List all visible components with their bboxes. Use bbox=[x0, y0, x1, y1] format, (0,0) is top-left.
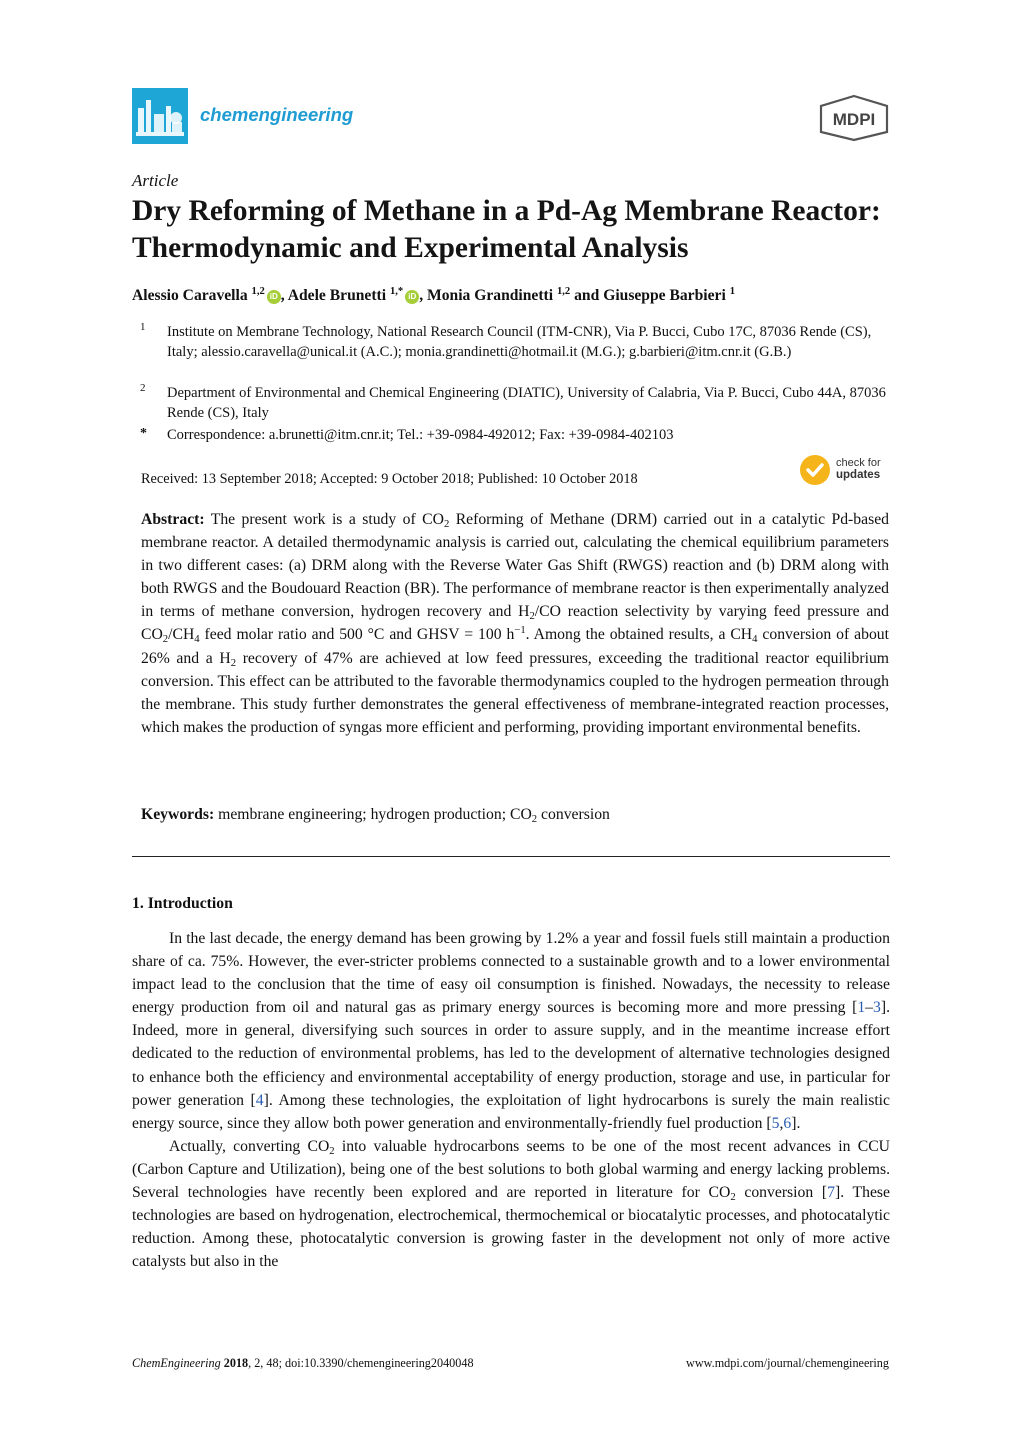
keywords-label: Keywords: bbox=[141, 806, 215, 823]
paragraph bbox=[132, 1135, 890, 1274]
abstract bbox=[141, 508, 889, 739]
citation-link[interactable]: 5 bbox=[771, 1114, 780, 1132]
text-run: ]. Indeed, more in general, diversifying such sources in order to assure supply, and in the meantime increase effort dedicated to the reduction of environmental problems, has led to the development of alternative technologies designed to enhance both the efficiency and environmental acceptability of energy production, storage and use, in particular for power generation [ bbox=[132, 999, 890, 1109]
abstract-label: Abstract: bbox=[141, 511, 205, 528]
footer-journal-url[interactable]: www.mdpi.com/journal/chemengineering bbox=[686, 1356, 889, 1370]
text-run: , bbox=[779, 1114, 784, 1132]
text-run: In the last decade, the energy demand has been growing by 1.2% a year and fossil fuels still maintain a production share of ca. 75%. However, the ever-stricter problems connected to a sustainable growth and to a lower environmental impact lead to the conclusion that the time of easy oil consumption is finished. Nowadays, the necessity to release energy production from oil and natural gas as primary energy sources is becoming more and more pressing [ bbox=[132, 930, 890, 1017]
introduction-body bbox=[132, 927, 890, 1273]
text-run: conversion bbox=[537, 806, 610, 823]
text-run: /CO reaction selectivity by varying feed pressure and CO bbox=[141, 603, 889, 644]
affiliation-2: Department of Environmental and Chemical Engineering (DIATIC), University of Calabria, Via P. Bucci, Cubo 44A, 87036 Rende (CS), Italy bbox=[167, 385, 886, 422]
publisher-logo bbox=[817, 94, 891, 142]
text-run: 4 bbox=[752, 633, 758, 646]
orcid-icon[interactable]: iD bbox=[405, 290, 419, 304]
text-run: Actually, converting CO bbox=[169, 1137, 330, 1155]
section-heading: 1. Introduction bbox=[132, 895, 233, 912]
text-run: Reforming of Methane (DRM) carried out in a catalytic Pd-based membrane reactor. A detailed thermodynamic analysis is carried out, calculating the chemical equilibrium parameters in two different cases: (a) DRM along with the Reverse Water Gas Shift (RWGS) reaction and (b) DRM along with both RWGS and the Boudouard Reaction (BR). The performance of membrane reactor is then experimentally analyzed in terms of methane conversion, hydrogen recovery and H bbox=[141, 511, 889, 621]
citation-link[interactable]: 6 bbox=[783, 1114, 792, 1132]
paragraph bbox=[132, 927, 890, 1135]
text-run: into valuable hydrocarbons seems to be one of the most recent advances in CCU (Carbon Capture and Utilization), being one of the best solutions to both global warming and energy lacking problems. Several technologies have recently been explored and are reported in literature for CO bbox=[132, 1137, 890, 1202]
journal-logo bbox=[132, 88, 188, 144]
text-run: recovery of 47% are achieved at low feed pressures, exceeding the traditional reactor equilibrium conversion. This effect can be attributed to the favorable thermodynamics coupled to the hydrogen permeation through the membrane. This study further demonstrates the general effectiveness of membrane-integrated reaction processes, which makes the production of syngas more efficient and performing, providing important environmental benefits. bbox=[141, 649, 890, 736]
text-run: 4 bbox=[194, 633, 200, 646]
publication-dates: Received: 13 September 2018; Accepted: 9 October 2018; Published: 10 October 2018 bbox=[141, 471, 638, 487]
text-run: /CH bbox=[168, 626, 195, 644]
affiliation-number: 1 bbox=[140, 321, 146, 333]
text-run: feed molar ratio and 500 °C and GHSV = 100 h bbox=[199, 626, 515, 644]
footer-citation: ChemEngineering 2018, 2, 48; doi:10.3390/chemengineering2040048 bbox=[132, 1356, 474, 1370]
keywords bbox=[141, 806, 889, 824]
text-run: 2 bbox=[443, 518, 450, 531]
author-affiliation-marker: 1,2 bbox=[251, 286, 265, 298]
citation-link[interactable]: 1 bbox=[857, 999, 866, 1017]
author-list bbox=[132, 287, 735, 305]
author-name: Monia Grandinetti bbox=[427, 287, 554, 304]
factory-icon bbox=[132, 88, 188, 144]
divider bbox=[132, 856, 890, 857]
text-run: ]. bbox=[791, 1114, 801, 1132]
citation-link[interactable]: 4 bbox=[255, 1091, 264, 1109]
author-separator: , bbox=[419, 287, 428, 304]
text-run: 2 bbox=[329, 1145, 335, 1158]
text-run: 2 bbox=[529, 610, 535, 623]
author-name: Adele Brunetti bbox=[287, 287, 387, 304]
checkmark-icon bbox=[800, 455, 830, 485]
abstract-text bbox=[141, 511, 889, 736]
check-for-updates-label: check for updates bbox=[836, 457, 881, 481]
affiliation-number: 2 bbox=[140, 382, 146, 394]
author-name: Alessio Caravella bbox=[132, 287, 248, 304]
author-affiliation-marker: 1 bbox=[729, 286, 735, 298]
text-run: . Among the obtained results, a CH bbox=[525, 626, 753, 644]
text-run: ]. These technologies are based on hydrogenation, electrochemical, thermochemical or biocatalytic processes, and photocatalytic reduction. Among these, photocatalytic conversion is growing faster in the development not only of more active catalysts but also in the bbox=[132, 1184, 891, 1271]
text-run: 2 bbox=[230, 656, 237, 669]
keywords-text bbox=[214, 806, 610, 826]
affiliation-1: Institute on Membrane Technology, National Research Council (ITM-CNR), Via P. Bucci, Cubo 17C, 87036 Rende (CS), Italy; alessio.caravella@unical.it (A.C.); monia.grandinetti@hotmail.it (M.G.); g.barbieri@itm.cnr.it (G.B.) bbox=[167, 324, 872, 361]
text-run: 2 bbox=[730, 1191, 736, 1204]
text-run: membrane engineering; hydrogen production; CO bbox=[214, 806, 532, 823]
author-separator: , bbox=[280, 287, 288, 304]
text-run: ]. Among these technologies, the exploitation of light hydrocarbons is surely the main realistic energy source, since they allow both power generation and environmentally-friendly fuel production [ bbox=[132, 1091, 890, 1132]
text-run: The present work is a study of CO bbox=[204, 511, 444, 528]
svg-text:MDPI: MDPI bbox=[832, 110, 876, 129]
author-affiliation-marker: 1,2 bbox=[556, 286, 571, 298]
text-run: −1 bbox=[514, 624, 526, 637]
journal-name: chemengineering bbox=[200, 104, 354, 125]
citation-link[interactable]: 7 bbox=[827, 1184, 835, 1202]
text-run: conversion of about 26% and a H bbox=[141, 626, 889, 667]
correspondence: Correspondence: a.brunetti@itm.cnr.it; Tel.: +39-0984-492012; Fax: +39-0984-402103 bbox=[167, 427, 674, 443]
text-run: conversion [ bbox=[735, 1184, 828, 1202]
author-affiliation-marker: 1,* bbox=[389, 286, 404, 298]
paper-title: Dry Reforming of Methane in a Pd-Ag Membrane Reactor: Thermodynamic and Experimental Analysis bbox=[132, 195, 881, 264]
citation-link[interactable]: 3 bbox=[873, 999, 881, 1017]
author-separator: and bbox=[570, 287, 604, 304]
author-name: Giuseppe Barbieri bbox=[603, 287, 726, 304]
check-for-updates-button[interactable] bbox=[800, 454, 895, 488]
text-run: – bbox=[865, 999, 873, 1017]
article-type: Article bbox=[132, 171, 179, 190]
orcid-icon[interactable]: iD bbox=[267, 290, 281, 304]
correspondence-marker: * bbox=[140, 426, 147, 441]
text-run: 2 bbox=[531, 813, 538, 826]
text-run: 2 bbox=[162, 633, 169, 646]
